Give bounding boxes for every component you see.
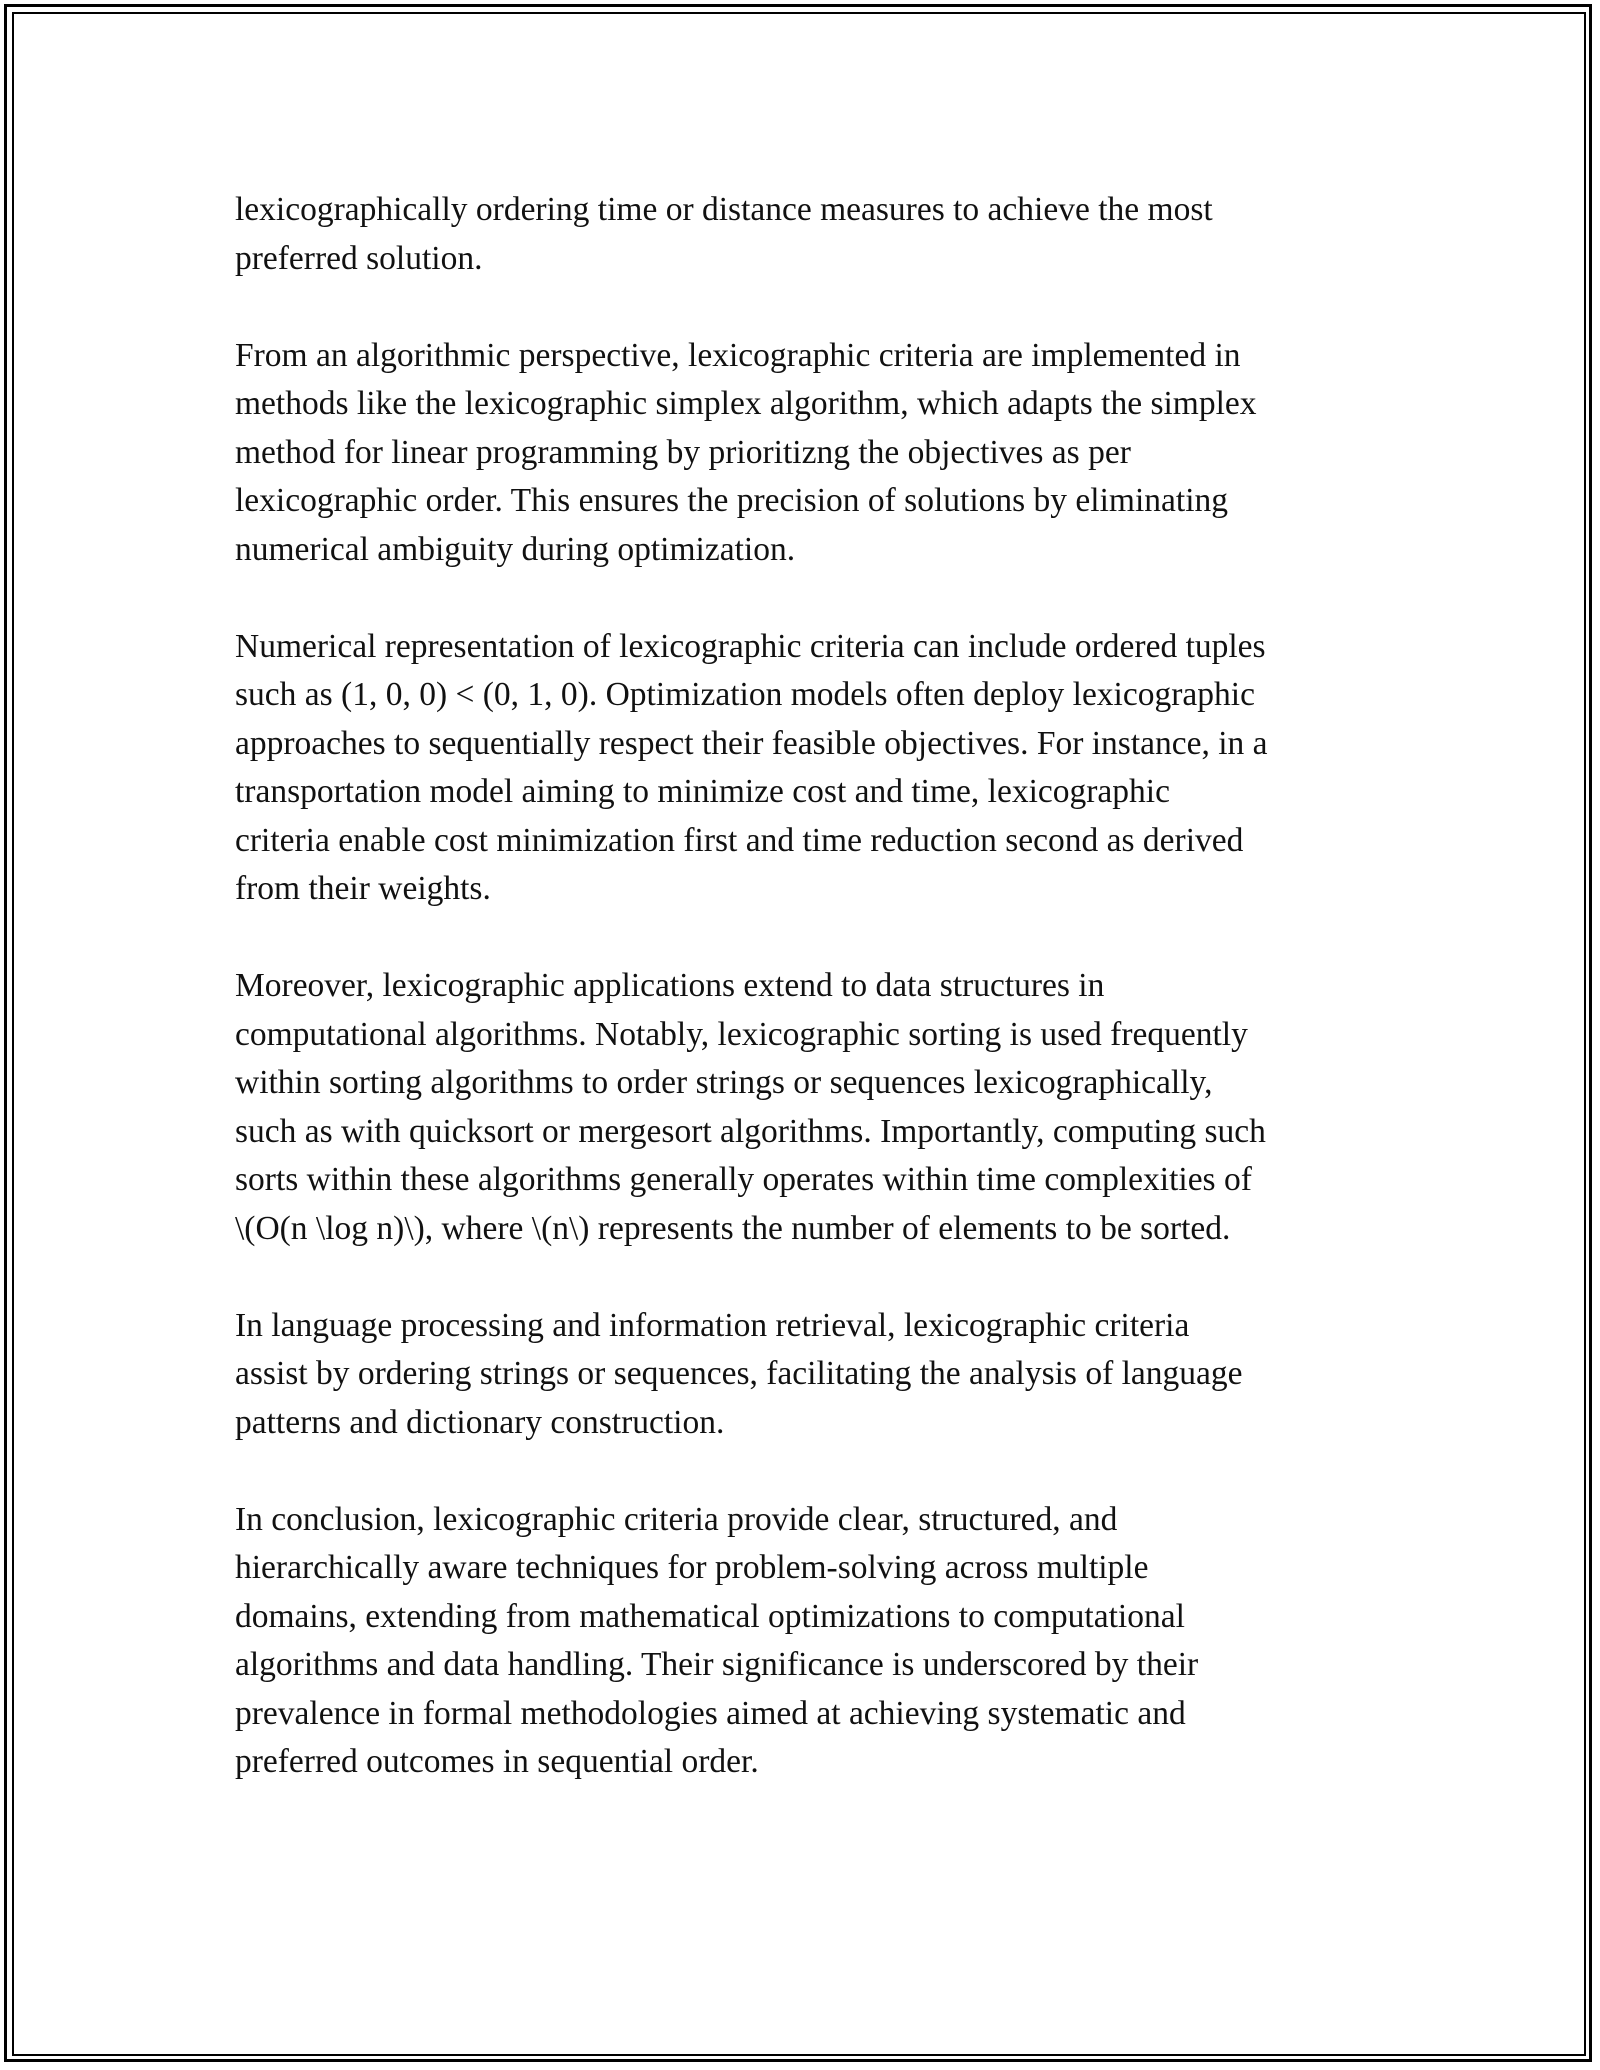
paragraph-language-processing	[235, 1302, 1385, 1448]
text-line: Numerical representation of lexicographic criteria can include ordered tuples	[235, 627, 1266, 665]
text-line: From an algorithmic perspective, lexicographic criteria are implemented in	[235, 336, 1241, 374]
text-line: from their weights.	[235, 870, 491, 907]
text-line: algorithms and data handling. Their significance is underscored by their	[235, 1646, 1199, 1683]
text-line: numerical ambiguity during optimization.	[235, 530, 796, 568]
text-line: In language processing and information retrieval, lexicographic criteria	[235, 1306, 1190, 1344]
text-line: method for linear programming by prioritizng the objectives as per	[235, 433, 1131, 471]
text-line: lexicographic order. This ensures the precision of solutions by eliminating	[235, 482, 1229, 519]
paragraph-algorithmic-perspective	[235, 332, 1385, 575]
text-line: transportation model aiming to minimize cost and time, lexicographic	[235, 773, 1170, 810]
text-line: domains, extending from mathematical optimizations to computational	[235, 1597, 1185, 1635]
text-line: methods like the lexicographic simplex algorithm, which adapts the simplex	[235, 385, 1257, 422]
text-line: assist by ordering strings or sequences, facilitating the analysis of language	[235, 1355, 1243, 1392]
text-line: within sorting algorithms to order strings or sequences lexicographically,	[235, 1064, 1213, 1101]
text-line: criteria enable cost minimization first and time reduction second as derived	[235, 821, 1244, 859]
document-body	[235, 186, 1385, 1835]
text-line: prevalence in formal methodologies aimed at achieving systematic and	[235, 1694, 1186, 1732]
text-line: In conclusion, lexicographic criteria provide clear, structured, and	[235, 1500, 1118, 1538]
text-line: hierarchically aware techniques for problem-solving across multiple	[235, 1549, 1149, 1586]
paragraph-continuation	[235, 186, 1385, 283]
text-line: patterns and dictionary construction.	[235, 1403, 725, 1441]
text-line: sorts within these algorithms generally operates within time complexities of	[235, 1161, 1252, 1198]
text-line: lexicographically ordering time or distance measures to achieve the most	[235, 191, 1213, 228]
text-line: approaches to sequentially respect their feasible objectives. For instance, in a	[235, 724, 1268, 762]
paragraph-data-structures	[235, 962, 1385, 1253]
text-line: such as with quicksort or mergesort algorithms. Importantly, computing such	[235, 1112, 1266, 1150]
text-line: preferred solution.	[235, 239, 483, 277]
paragraph-numerical-representation	[235, 623, 1385, 914]
paragraph-conclusion	[235, 1496, 1385, 1787]
text-line: Moreover, lexicographic applications extend to data structures in	[235, 967, 1105, 1004]
text-line: preferred outcomes in sequential order.	[235, 1743, 759, 1780]
text-line: such as (1, 0, 0) < (0, 1, 0). Optimization models often deploy lexicographic	[235, 676, 1255, 713]
text-line: computational algorithms. Notably, lexicographic sorting is used frequently	[235, 1015, 1248, 1053]
text-line: \(O(n \log n)\), where \(n\) represents the number of elements to be sorted.	[235, 1209, 1231, 1247]
